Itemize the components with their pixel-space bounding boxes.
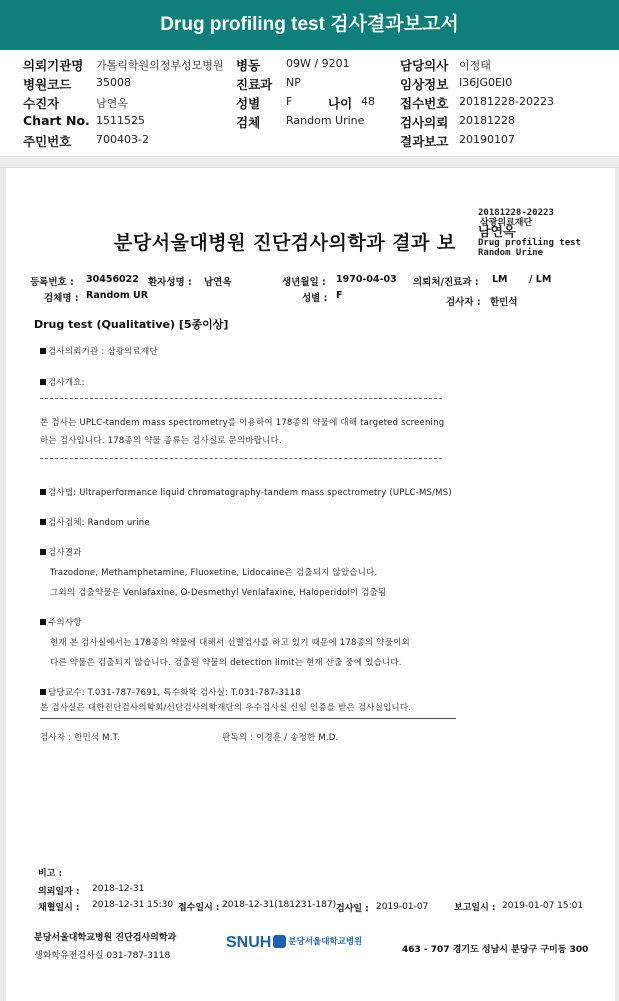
contact-line-1: 담당교수: T.031-787-7691, 특수화학 검사실: T.031-787-3118 xyxy=(40,686,301,698)
hospital-code-value: 35008 xyxy=(96,76,131,89)
stamp-line2: 삼광의료재단 xyxy=(480,218,533,228)
specimen-label-scan: 검체명 : xyxy=(44,293,79,304)
section-gap xyxy=(0,156,619,168)
report-label: 결과보고 xyxy=(400,134,449,149)
contact-line-2: 본 검사실은 대한진단검사의학회/신단검사의학재단의 우수검사실 신임 인증을 받은 검사실입니다. xyxy=(40,703,412,713)
request-label: 검사의뢰 xyxy=(400,115,449,130)
doctor-value: 이정태 xyxy=(459,59,491,72)
hospital-label: 의뢰기관명 xyxy=(23,58,84,73)
dept-label: 진료과 xyxy=(236,77,273,92)
overview-title: 검사개요: xyxy=(40,376,85,388)
specimen-value: Random Urine xyxy=(286,114,365,127)
caution-line-2: 다른 약물은 검출되지 않습니다. 검출된 약물의 detection limit는 현재 산출 중에 있습니다. xyxy=(50,658,402,668)
dept-value2-scan: / LM xyxy=(529,274,552,285)
footer-lab: 생화학유전검사실 031-787-3118 xyxy=(34,951,171,961)
note-label: 비고 : xyxy=(38,869,63,879)
scanned-report xyxy=(0,168,619,1001)
receipt-value-scan: 2018-12-31(181231-187) xyxy=(222,900,337,910)
clinical-value: I36JG0EI0 xyxy=(459,76,513,89)
divider-dash xyxy=(40,458,442,459)
resident-label: 주민번호 xyxy=(23,134,72,149)
report-label-scan: 보고일시 : xyxy=(454,903,496,913)
dob-value: 1970-04-03 xyxy=(336,274,397,285)
chart-value: 1511525 xyxy=(96,114,145,127)
patient-name-label: 환자성명 : xyxy=(148,277,192,288)
hospital-logo: SNUH 분당서울대학교병원 xyxy=(226,934,363,951)
specimen-label: 검체 xyxy=(236,115,261,130)
divider-dash xyxy=(40,398,442,399)
reviewer-sign: 판독의 : 이경훈 / 송정한 M.D. xyxy=(222,733,339,743)
patient-label: 수진자 xyxy=(23,96,60,111)
test-date-label: 검사일 : xyxy=(336,904,369,914)
sex-label-scan: 성별 : xyxy=(302,293,328,304)
receipt-label: 접수번호 xyxy=(400,96,449,111)
stamp-line3: Drug profiling test xyxy=(478,238,581,248)
patient-info-panel xyxy=(0,50,619,154)
report-value-scan: 2019-01-07 15:01 xyxy=(502,901,584,911)
stamp-line4: Random Urine xyxy=(478,248,544,258)
result-title: 검사결과 xyxy=(40,546,82,558)
dept-value: NP xyxy=(286,76,301,89)
request-date-label: 의뢰일자 : xyxy=(38,887,80,897)
logo-mark-icon xyxy=(273,935,286,948)
stamp-name: 남연옥 xyxy=(478,225,516,240)
resident-value: 700403-2 xyxy=(96,133,149,146)
dept-value-scan: LM xyxy=(492,274,508,285)
dept-label-scan: 의뢰처/진료과 : xyxy=(413,277,479,288)
collect-value: 2018-12-31 15:30 xyxy=(92,900,174,910)
specimen-line: 검사검체: Random urine xyxy=(40,516,150,528)
ward-value: 09W / 9201 xyxy=(286,57,350,70)
collect-label: 채혈일시 : xyxy=(38,903,80,913)
method-line: 검사법: Ultraperformance liquid chromatography-tandem mass spectrometry (UPLC-MS/MS) xyxy=(40,486,452,498)
age-value: 48 xyxy=(361,95,375,108)
overview-line-2: 하는 검사입니다. 178종의 약물 종류는 검사실로 문의바랍니다. xyxy=(40,436,282,446)
reg-value: 30456022 xyxy=(86,274,139,285)
receipt-label-scan: 접수일시 : xyxy=(178,903,220,913)
stamp-line1: 20181228-20223 xyxy=(478,208,554,218)
patient-name-value: 남연옥 xyxy=(204,277,232,288)
test-section-title: Drug test (Qualitative) [5종이상] xyxy=(34,318,229,331)
doctor-label: 담당의사 xyxy=(400,58,449,73)
specimen-value-scan: Random UR xyxy=(86,290,149,301)
reg-label: 등록번호 : xyxy=(30,277,74,288)
agency-line: 검사의뢰기관 : 삼광의료재단 xyxy=(40,345,158,357)
chart-label: Chart No. xyxy=(23,113,90,128)
ward-label: 병동 xyxy=(236,58,261,73)
receipt-value: 20181228-20223 xyxy=(459,95,554,108)
tester-value-scan: 한민석 xyxy=(490,297,518,308)
overview-line-1: 본 검사는 UPLC-tandem mass spectrometry를 이용하여 178종의 약물에 대해 targeted screening xyxy=(40,418,445,428)
dob-label: 생년월일 : xyxy=(282,277,326,288)
divider-line xyxy=(40,718,456,719)
request-value: 20181228 xyxy=(459,114,515,127)
sex-value: F xyxy=(286,95,293,108)
caution-line-1: 현재 본 검사실에서는 178종의 약물에 대해서 선별검사를 하고 있기 때문에 178종의 약물이외 xyxy=(50,638,410,648)
result-line-2: 그외의 검출약물은 Venlafaxine, O-Desmethyl Venlafaxine, Haloperidol이 검출됨 xyxy=(50,588,387,598)
request-date-value: 2018-12-31 xyxy=(92,884,145,894)
report-value: 20190107 xyxy=(459,133,515,146)
stamp-label xyxy=(478,208,581,258)
footer-address: 463 - 707 경기도 성남시 분당구 구미동 300 xyxy=(402,945,589,955)
report-title: Drug profiling test 검사결과보고서 xyxy=(0,0,619,50)
result-line-1: Trazodone, Methamphetamine, Fluoxetine, Lidocaine은 검출되지 않았습니다. xyxy=(50,568,378,578)
age-label: 나이 xyxy=(328,96,353,111)
tester-sign: 검사자 : 한민석 M.T. xyxy=(40,733,120,743)
test-date-value: 2019-01-07 xyxy=(376,902,429,912)
tester-label-scan: 검사자 : xyxy=(446,297,481,308)
sex-value-scan: F xyxy=(336,290,343,301)
clinical-label: 임상정보 xyxy=(400,77,449,92)
sex-label: 성별 xyxy=(236,96,261,111)
caution-title: 주의사항 xyxy=(40,616,82,628)
hospital-value: 가톨릭학원의정부성모병원 xyxy=(96,59,224,72)
hospital-report-title: 분당서울대병원 진단검사의학과 결과 보 xyxy=(114,232,456,254)
hospital-code-label: 병원코드 xyxy=(23,77,72,92)
patient-value: 남연옥 xyxy=(96,97,128,110)
footer-department: 분당서울대학교병원 진단검사의학과 xyxy=(34,933,177,943)
